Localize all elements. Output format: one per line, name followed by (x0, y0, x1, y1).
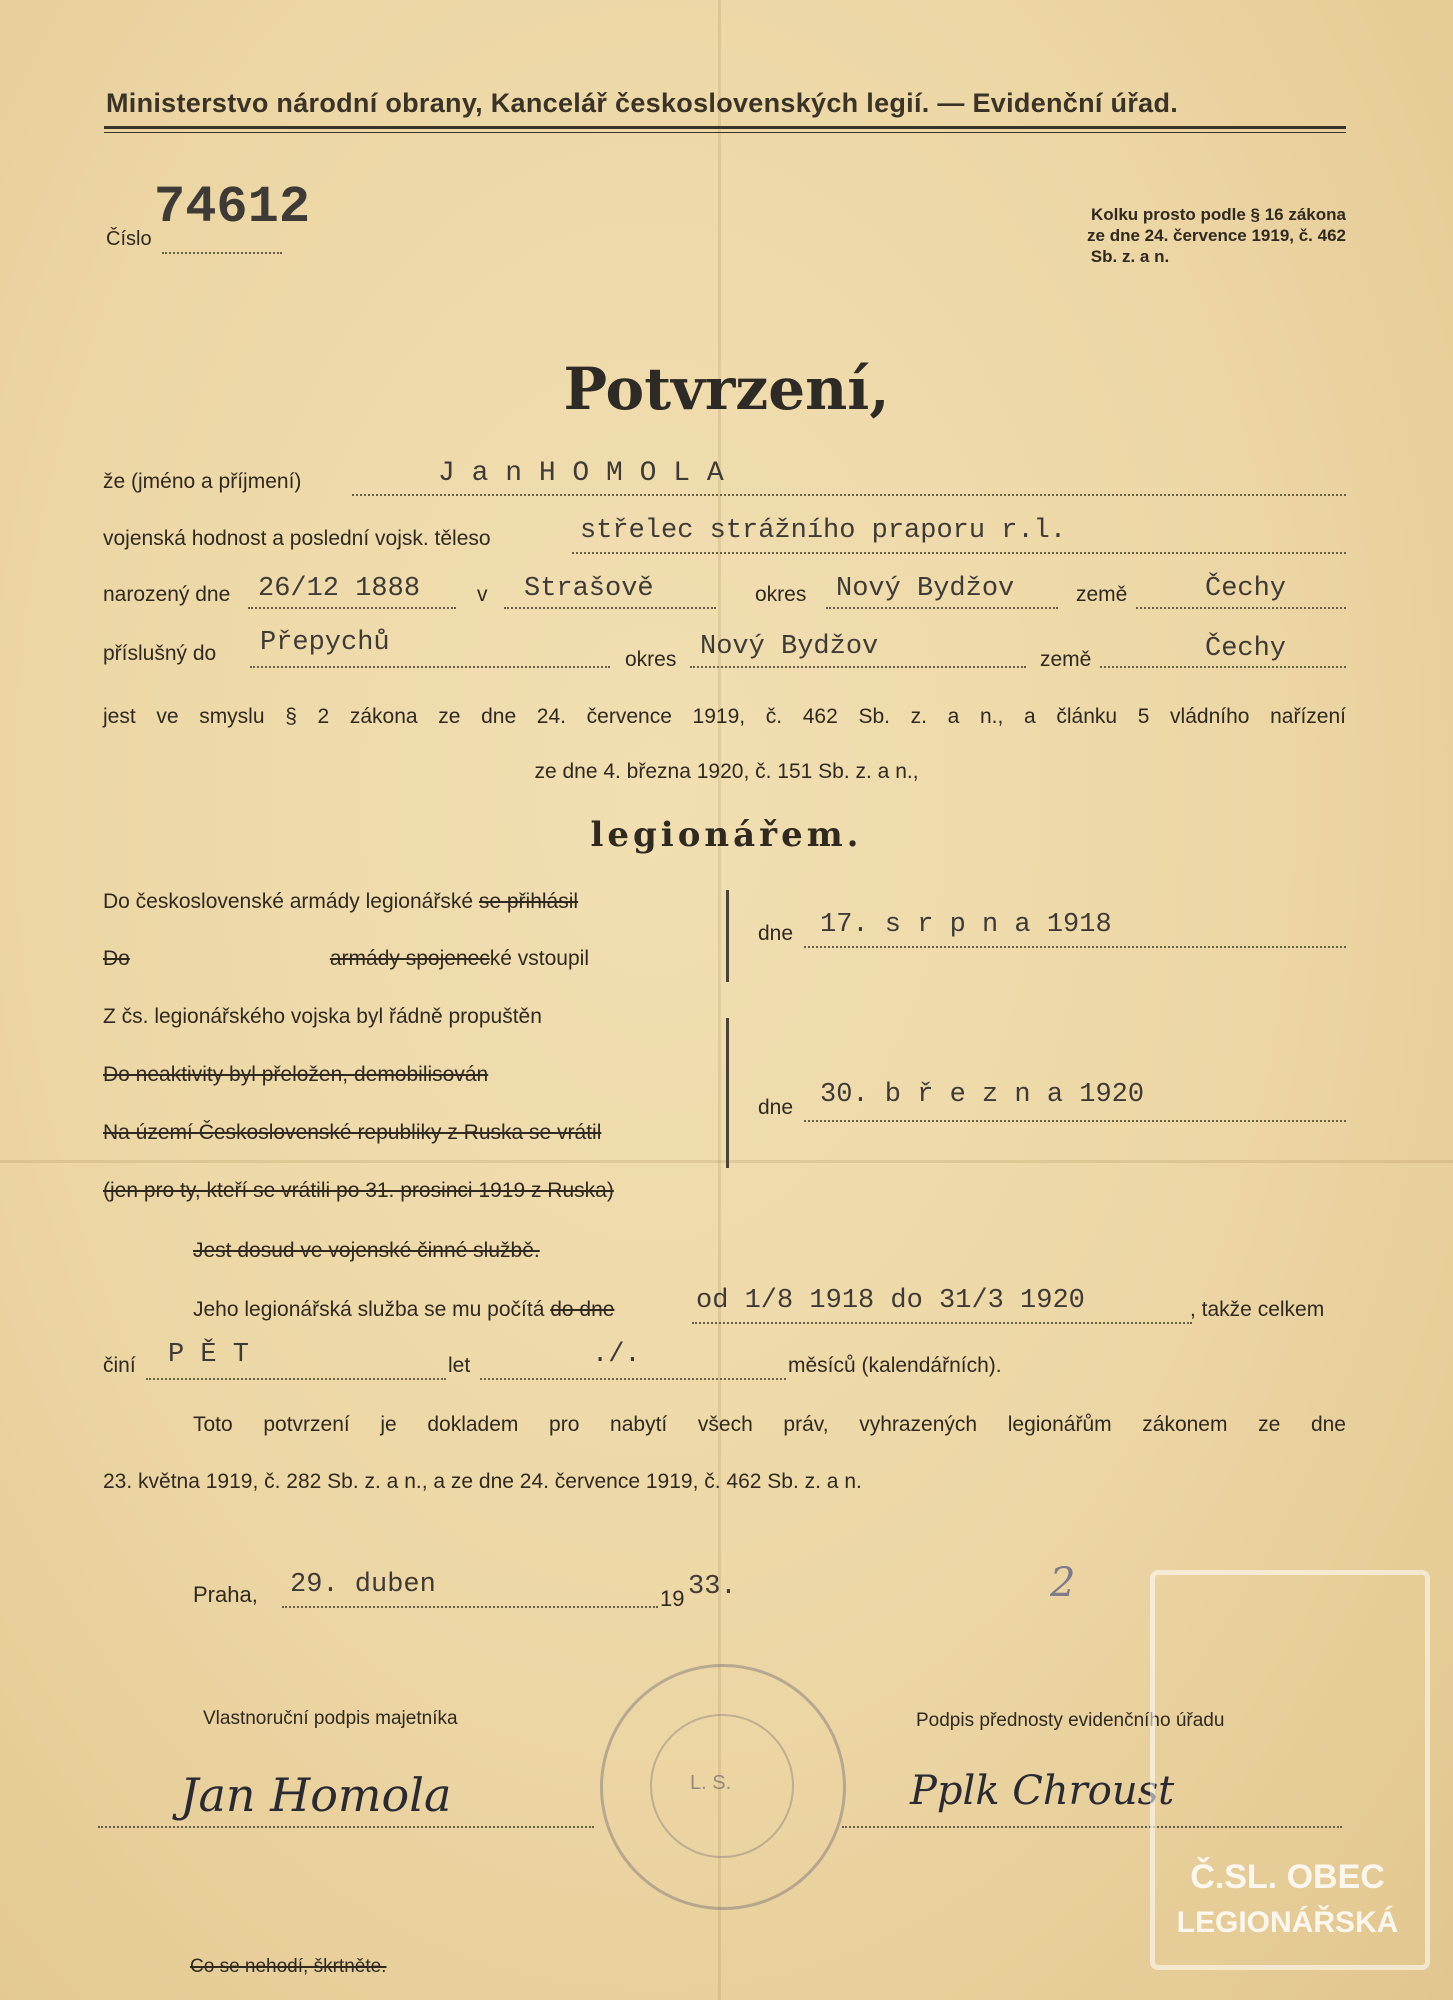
born-date: 26/12 1888 (258, 574, 421, 604)
release-struck-4: (jen pro ty, kteří se vrátili po 31. prosinci 1919 z Ruska) (103, 1179, 614, 1202)
year-value: 33. (688, 1572, 737, 1602)
born-zeme: Čechy (1205, 574, 1287, 604)
fee-note-3: Sb. z. a n. (1090, 247, 1170, 266)
owner-signature: Jan Homola (180, 1768, 452, 1822)
born-okres-dots (826, 607, 1058, 609)
year-prefix: 19 (660, 1586, 685, 1611)
born-place: Strašově (524, 574, 654, 604)
service-line: Jeho legionářská služba se mu počítá do dne (193, 1298, 615, 1321)
let-label: let (448, 1354, 471, 1377)
number-label: Číslo (106, 228, 152, 250)
domicile-zeme: Čechy (1205, 634, 1287, 664)
document-header: Ministerstvo národní obrany, Kancelář československých legií. — Evidenční úřad. (106, 88, 1179, 118)
release-struck-2: Do neaktivity byl přeložen, demobilisován (103, 1063, 489, 1086)
domicile-place: Přepychů (260, 628, 390, 658)
entry-struck-1: se přihlásil (478, 890, 579, 913)
fee-note-1: Kolku prosto podle § 16 zákona (1090, 205, 1346, 224)
entry-struck-2a: Do (103, 947, 130, 970)
rank-dots (572, 552, 1346, 554)
born-zeme-label: země (1076, 583, 1128, 606)
release-date-dots (804, 1120, 1346, 1122)
born-okres-label: okres (755, 583, 807, 606)
law-text-1: jest ve smyslu § 2 zákona ze dne 24. července 1919, č. 462 Sb. z. a n., a článku 5 vládního nařízení (103, 705, 1346, 728)
footer-struck: Co se nehodí, škrtněte. (190, 1956, 387, 1977)
months-value: ./. (592, 1340, 641, 1370)
entry-date: 17. s r p n a 1918 (820, 910, 1112, 940)
born-label: narozený dne (103, 583, 231, 606)
domicile-okres-dots (690, 666, 1026, 668)
entry-brace (726, 890, 729, 982)
domicile-zeme-label: země (1040, 648, 1092, 671)
service-suffix: , takže celkem (1190, 1298, 1325, 1321)
legion-word: legionářem. (590, 815, 863, 855)
header-rule-thin (104, 132, 1346, 133)
number-dots (162, 252, 282, 254)
service-dots (692, 1322, 1192, 1324)
owner-sig-dots (98, 1826, 594, 1828)
date-value: 29. duben (290, 1570, 436, 1600)
domicile-label: příslušný do (103, 642, 217, 665)
closing-1: Toto potvrzení je dokladem pro nabytí všech práv, vyhrazených legionářům zákonem ze dne (193, 1413, 1346, 1436)
entry-line-2 (103, 947, 589, 971)
born-date-dots (248, 607, 456, 609)
head-signature: Pplk Chroust (910, 1768, 1175, 1814)
closing-2: 23. května 1919, č. 282 Sb. z. a n., a ze dne 24. července 1919, č. 462 Sb. z. a n. (103, 1470, 862, 1493)
months-dots (480, 1378, 786, 1380)
born-okres: Nový Bydžov (836, 574, 1015, 604)
release-date: 30. b ř e z n a 1920 (820, 1080, 1145, 1110)
years-dots (146, 1378, 446, 1380)
law-text-2: ze dne 4. března 1920, č. 151 Sb. z. a n., (534, 760, 919, 783)
domicile-okres: Nový Bydžov (700, 632, 879, 662)
rank-value: střelec strážního praporu r.l. (580, 516, 1067, 546)
entry-line-1: Do československé armády legionářské se přihlásil (103, 890, 579, 913)
name-value: J a n H O M O L A (438, 458, 724, 489)
service-struck: do dne (550, 1298, 615, 1321)
name-label: že (jméno a příjmení) (103, 470, 302, 493)
entry-dne-label: dne (758, 922, 794, 945)
domicile-okres-label: okres (625, 648, 677, 671)
document-title: Potvrzení, (563, 355, 890, 423)
seal-ls: L. S. (690, 1772, 732, 1794)
date-dots (282, 1606, 658, 1608)
born-place-dots (504, 607, 716, 609)
cini-label: činí (103, 1354, 136, 1377)
entry-date-dots (804, 946, 1346, 948)
pencil-note: 2 (1050, 1560, 1076, 1606)
months-label: měsíců (kalendářních). (788, 1354, 1002, 1377)
watermark-line-1: Č.SL. OBEC (1190, 1858, 1385, 1896)
release-line-1: Z čs. legionářského vojska byl řádně propuštěn (103, 1005, 542, 1028)
head-sig-label: Podpis přednosty evidenčního úřadu (916, 1710, 1225, 1731)
years-value: P Ě T (168, 1340, 250, 1370)
active-struck: Jest dosud ve vojenské činné službě. (193, 1239, 540, 1262)
born-zeme-dots (1136, 607, 1346, 609)
born-v-label: v (477, 583, 488, 606)
header-rule (104, 126, 1346, 129)
service-value: od 1/8 1918 do 31/3 1920 (696, 1286, 1085, 1316)
rank-label: vojenská hodnost a poslední vojsk. těleso (103, 527, 491, 550)
release-brace (726, 1018, 729, 1168)
entry-tail: ké vstoupil (489, 947, 589, 970)
entry-struck-2b: armády spojenec (329, 947, 490, 970)
place: Praha, (193, 1582, 258, 1607)
owner-sig-label: Vlastnoruční podpis majetníka (203, 1708, 458, 1729)
domicile-place-dots (250, 666, 610, 668)
name-dots (352, 494, 1346, 496)
release-struck-3: Na území Československé republiky z Ruska se vrátil (103, 1121, 602, 1144)
watermark-line-2: LEGIONÁŘSKÁ (1176, 1906, 1399, 1939)
document-number: 74612 (154, 178, 311, 237)
release-dne-label: dne (758, 1096, 794, 1119)
domicile-zeme-dots (1100, 666, 1346, 668)
fee-note-2: ze dne 24. července 1919, č. 462 (1087, 226, 1346, 245)
